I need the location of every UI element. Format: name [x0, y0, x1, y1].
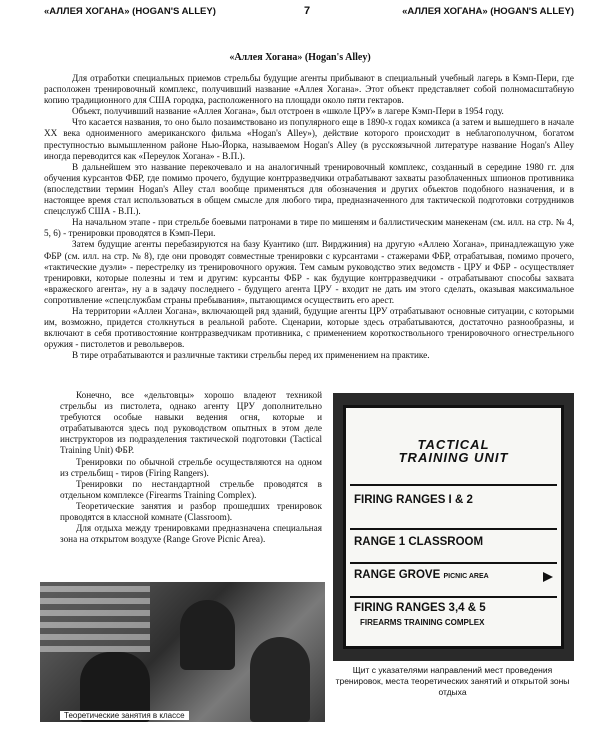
narrow-column	[60, 390, 322, 545]
page-header	[44, 6, 574, 22]
paragraph: В дальнейшем это название перекочевало и на аналогичный тренировочный комплекс, созданный в середине 1980 гг. для обучения курсантов ФБР, где помимо прочего, будущие контрразведчики отрабатывают захваты разоблаченных шпионов противника (впоследствии термин Hogan's Alley стал вообще применяться для обозначения и других объектов подобного назначения, и в настоящее время стал использоваться в общем смысле для любого тира, предназначенного для тактической подготовки сотрудников спецслужб США - В.П.).	[44, 161, 574, 217]
sign-row-4-sub: FIREARMS TRAINING COMPLEX	[360, 618, 485, 627]
paragraph: Тренировки по нестандартной стрельбе проводятся в отдельном комплексе (Firearms Training Complex).	[60, 478, 322, 500]
photo-caption: Теоретические занятия в классе	[60, 711, 189, 720]
sign-row-4: FIRING RANGES 3,4 & 5	[354, 602, 486, 614]
paragraph: Для отдыха между тренировками предназначена специальная зона на открытом воздухе (Range Grove Picnic Area).	[60, 523, 322, 545]
paragraph: На начальном этапе - при стрельбе боевыми патронами в тире по мишеням и баллистическим манекенам (см. илл. на стр. № 4, 5, 6) - тренировки проводятся в Кэмп-Пери.	[44, 217, 574, 239]
sign-heading	[346, 438, 561, 464]
paragraph: В тире отрабатываются и различные тактики стрельбы перед их применением на практике.	[72, 350, 430, 361]
header-left: «АЛЛЕЯ ХОГАНА» (HOGAN'S ALLEY)	[44, 6, 216, 17]
arrow-right-icon	[543, 572, 553, 582]
page-number: 7	[304, 5, 311, 17]
article-title: «Аллея Хогана» (Hogan's Alley)	[229, 52, 371, 63]
person-silhouette	[180, 600, 235, 670]
paragraph: Затем будущие агенты перебазируются на базу Куантико (шт. Вирджиния) на другую «Аллею Хогана», принадлежащую уже ФБР (см. илл. на стр. № 8), где они проводят совместные тренировки с курсантами - стажерами ФБР, отрабатывая, помимо прочего, «тактические дуэли» - перестрелку из тренировочного оружия. Тем самым руководство этих ведомств - ЦРУ и ФБР - осуществляет тренировки, которые полезны и тем и другим: курсанты ФБР - как будущие контрразведчики - отрабатывают способы захвата «вражеского агента», ну а в задачу последнего - будущего агента ЦРУ - входит не дать им этого сделать, оказывая максимальное сопротивление «спецслужбам страны пребывания», пытающимся осуществить его арест.	[44, 239, 574, 305]
sign-heading-line2: TRAINING UNIT	[398, 450, 509, 465]
sign-heading-line1: TACTICAL	[417, 437, 490, 452]
person-silhouette	[250, 637, 310, 722]
paragraph: Конечно, все «дельтовцы» хорошо владеют техникой стрельбы из пистолета, однако агенту ЦРУ дополнительно требуются особые навыки ведения огня, которые и отрабатываются здесь под руководством опытных в этом деле инструкторов из подразделения тактической подготовки (Tactical Training Unit) ФБР.	[60, 390, 322, 456]
paragraph: На территории «Аллеи Хогана», включающей ряд зданий, будущие агенты ЦРУ отрабатывают основные ситуации, с которыми им, возможно, придется столкнуться в реальной работе. Сценарии, которые здесь отрабатываются, достаточно разнообразны, и включают в себя противостояние контрразведчикам противника, с применением короткоствольного тренировочного огнестрельного оружия - пистолетов и револьверов.	[44, 305, 574, 350]
flag-graphic	[40, 582, 150, 652]
sign-row-3-main: RANGE GROVE	[354, 569, 441, 581]
sign-divider	[350, 562, 557, 564]
header-right: «АЛЛЕЯ ХОГАНА» (HOGAN'S ALLEY)	[402, 6, 574, 17]
sign-row-3-sub: PICNIC AREA	[443, 573, 489, 580]
sign-board	[343, 405, 564, 649]
paragraph: Тренировки по обычной стрельбе осуществляются на одном из стрельбищ - тиров (Firing Rangers).	[60, 456, 322, 478]
paragraph: Объект, получивший название «Аллея Хогана», был отстроен в «школе ЦРУ» в лагере Кэмп-Пери в 1954 году.	[72, 106, 504, 117]
paragraph: Для отработки специальных приемов стрельбы будущие агенты прибывают в специальный учебный лагерь в Кэмп-Пери, где расположен тренировочный комплекс, получивший название «Аллея Хогана». Этот объект представляет собой полномасштабную копию традиционного для США городка, расположенного на площади около пяти гектаров.	[44, 73, 574, 106]
paragraph: Теоретические занятия и разбор прошедших тренировок проводятся в классной комнате (Classroom).	[60, 500, 322, 523]
sign-divider	[350, 596, 557, 598]
paragraph: Что касается названия, то оно было позаимствовано из популярного еще в 1890-х годах комикса (а затем и вышедшего в начале XX века одноименного американского фильма «Hogan's Alley»), действие которого происходит в неблагополучном, богатом преступностью вымышленном районе Нью-Йорка, называемом Hogan's Alley (в русскоязычной литературе название Hogan's Alley иногда переводится как «Переулок Хогана» - В.П.).	[44, 117, 574, 161]
sign-row-3	[354, 569, 489, 581]
sign-row-2: RANGE 1 CLASSROOM	[354, 536, 484, 548]
sign-image	[333, 393, 574, 661]
sign-caption: Щит с указателями направлений мест проведения тренировок, места теоретических занятий и открытой зоны отдыха	[335, 665, 570, 697]
sign-divider	[350, 528, 557, 530]
article-body	[44, 73, 574, 361]
classroom-photo	[40, 582, 325, 722]
sign-row-1: FIRING RANGES I & 2	[354, 494, 473, 506]
sign-divider	[350, 484, 557, 486]
